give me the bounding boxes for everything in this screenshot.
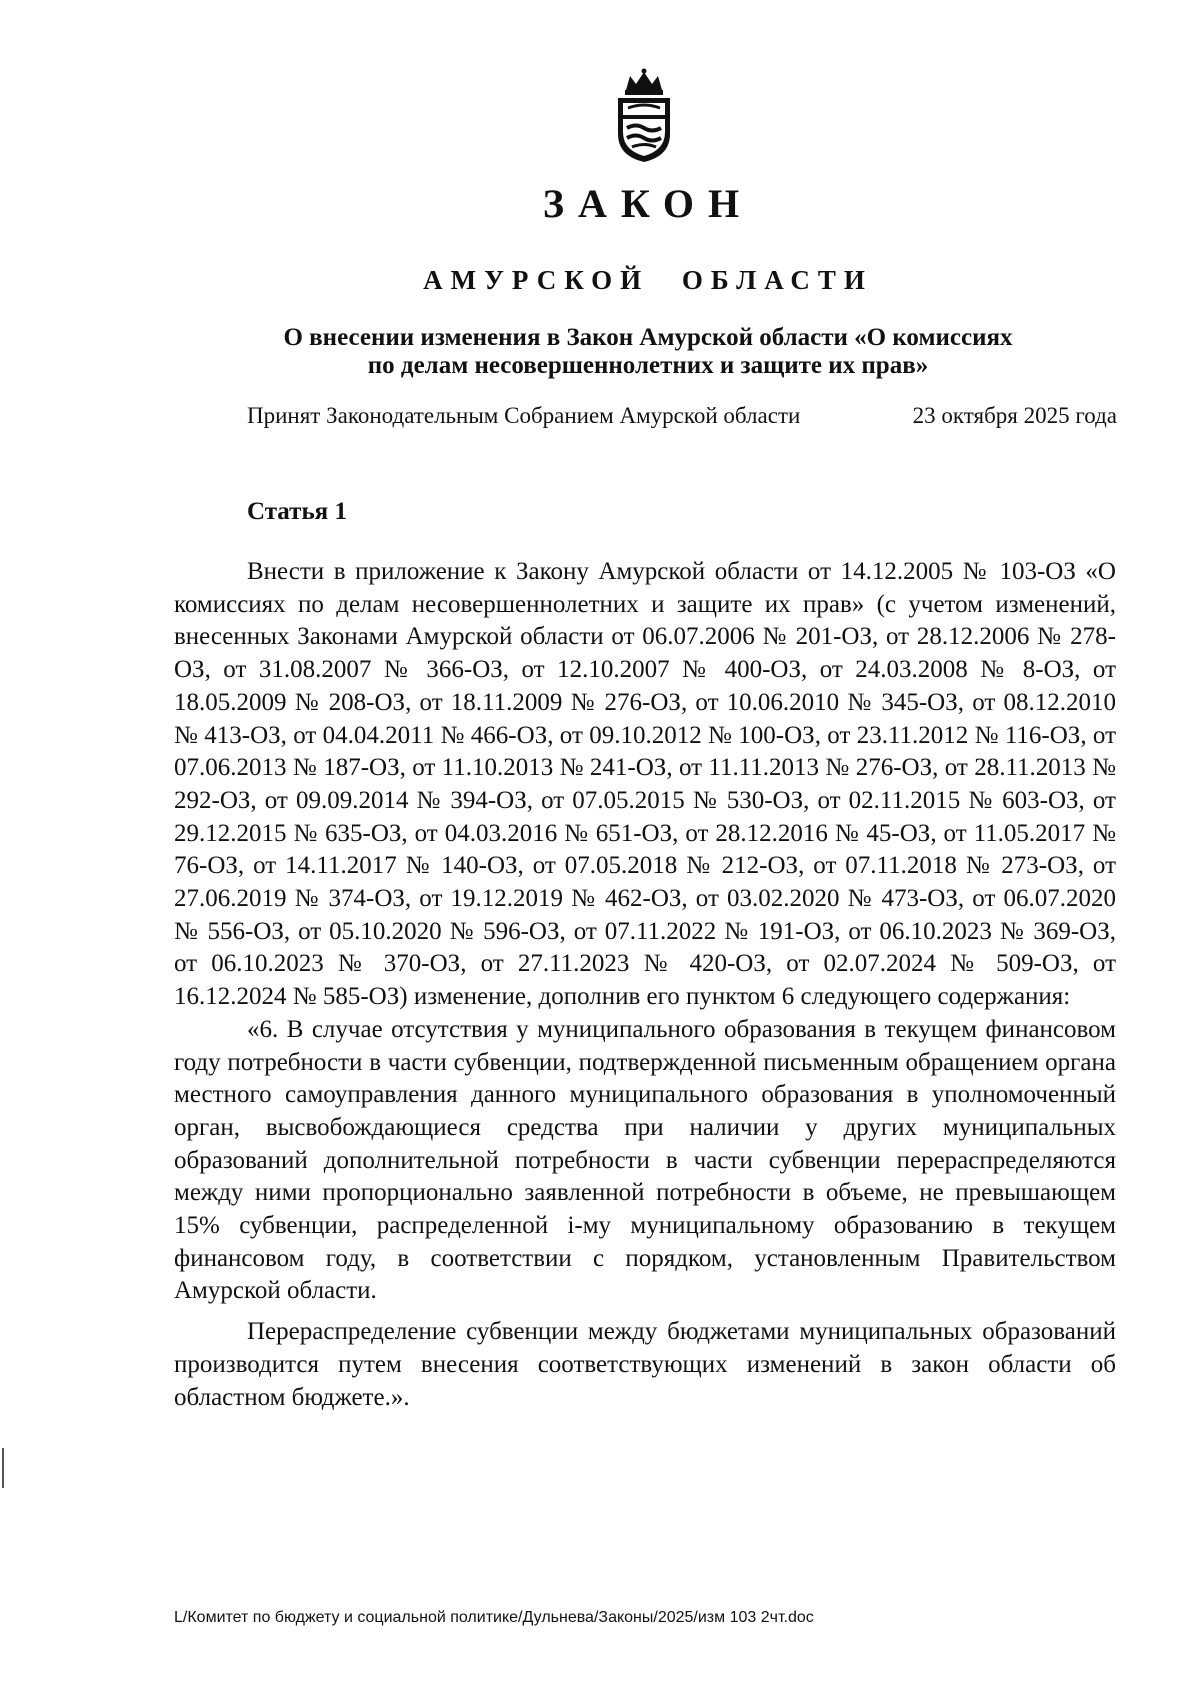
- paragraph: Внести в приложение к Закону Амурской области от 14.12.2005 № 103-ОЗ «О комиссиях по делам несовершеннолетних и защите их прав» (с учетом изменений, внесенных Законами Амурской области от 06.07.2006 № 201-ОЗ, от 28.12.2006 № 278-ОЗ, от 31.08.2007 № 366-ОЗ, от 12.10.2007 № 400-ОЗ, от 24.03.2008 № 8-ОЗ, от 18.05.2009 № 208-ОЗ, от 18.11.2009 № 276-ОЗ, от 10.06.2010 № 345-ОЗ, от 08.12.2010 № 413-ОЗ, от 04.04.2011 № 466-ОЗ, от 09.10.2012 № 100-ОЗ, от 23.11.2012 № 116-ОЗ, от 07.06.2013 № 187-ОЗ, от 11.10.2013 № 241-ОЗ, от 11.11.2013 № 276-ОЗ, от 28.11.2013 № 292-ОЗ, от 09.09.2014 № 394-ОЗ, от 07.05.2015 № 530-ОЗ, от 02.11.2015 № 603-ОЗ, от 29.12.2015 № 635-ОЗ, от 04.03.2016 № 651-ОЗ, от 28.12.2016 № 45-ОЗ, от 11.05.2017 № 76-ОЗ, от 14.11.2017 № 140-ОЗ, от 07.05.2018 № 212-ОЗ, от 07.11.2018 № 273-ОЗ, от 27.06.2019 № 374-ОЗ, от 19.12.2019 № 462-ОЗ, от 03.02.2020 № 473-ОЗ, от 06.07.2020 № 556-ОЗ, от 05.10.2020 № 596-ОЗ, от 07.11.2022 № 191-ОЗ, от 06.10.2023 № 369-ОЗ, от 06.10.2023 № 370-ОЗ, от 27.11.2023 № 420-ОЗ, от 02.07.2024 № 509-ОЗ, от 16.12.2024 № 585-ОЗ) изменение, дополнив его пунктом 6 следующего содержания:: [174, 558, 1116, 1011]
- article-body: [174, 556, 1116, 1414]
- footer-file-path: L/Комитет по бюджету и социальной политике/Дульнева/Законы/2025/изм 103 2чт.doc: [174, 1609, 814, 1626]
- subject-line-1: О внесении изменения в Закон Амурской области «О комиссиях: [283, 324, 1013, 351]
- paragraph: «6. В случае отсутствия у муниципального образования в текущем финансовом году потребности в части субвенции, подтвержденной письменным обращением органа местного самоуправления данного муниципального образования в уполномоченный орган, высвобождающиеся средства при наличии у других муниципальных образований дополнительной потребности в части субвенции перераспределяются между ними пропорционально заявленной потребности в объеме, не превышающем 15% субвенции, распределенной i-му муниципальному образованию в текущем финансовом году, в соответствии с порядком, установленным Правительством Амурской области.: [174, 1015, 1116, 1305]
- accepted-date: 23 октября 2025 года: [912, 403, 1117, 428]
- coat-of-arms-icon: [612, 68, 676, 164]
- subject-line-2: по делам несовершеннолетних и защите их прав»: [367, 352, 929, 379]
- acceptance-line: [247, 403, 1117, 429]
- document-subject: [48, 324, 1200, 380]
- article-title: Статья 1: [247, 498, 347, 525]
- document-heading: ЗАКОН: [542, 181, 754, 226]
- document-region: АМУРСКОЙ ОБЛАСТИ: [423, 265, 873, 295]
- scan-margin-mark: [2, 1448, 4, 1488]
- paragraph: Перераспределение субвенции между бюджетами муниципальных образований производится путем внесения соответствующих изменений в закон области об областном бюджете.».: [174, 1318, 1116, 1411]
- accepted-by: Принят Законодательным Собранием Амурской области: [247, 403, 801, 428]
